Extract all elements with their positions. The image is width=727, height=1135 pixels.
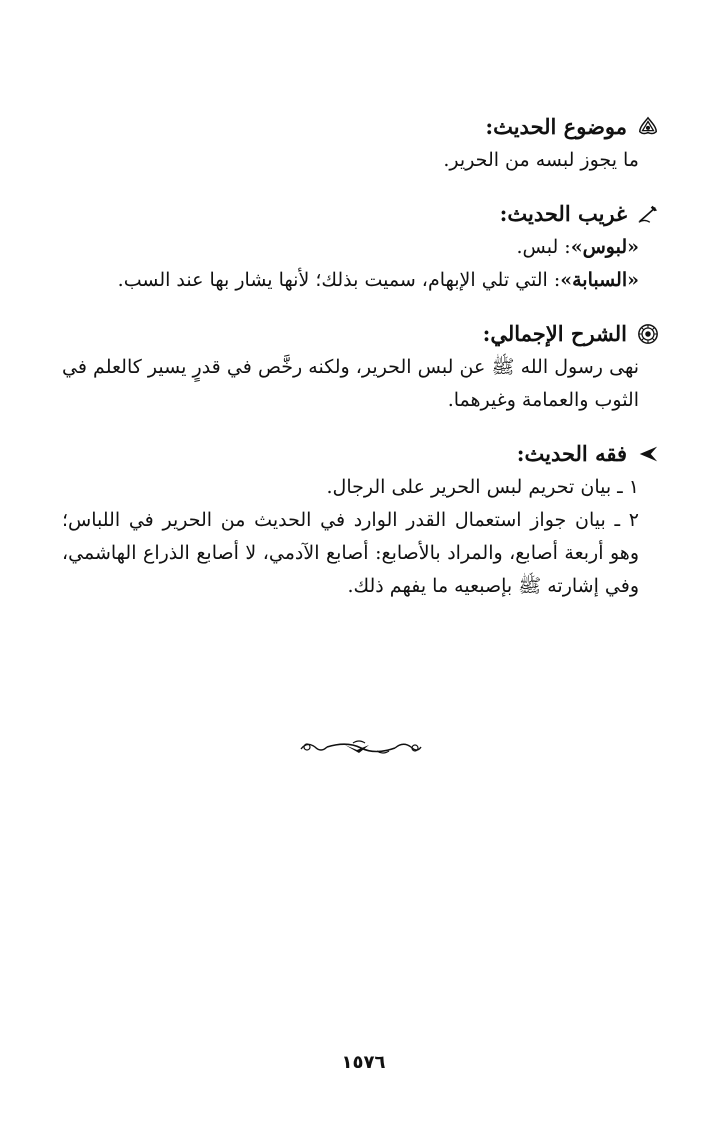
vocabulary-term-2: «السبابة» bbox=[560, 269, 639, 291]
pen-writing-icon bbox=[637, 203, 659, 225]
vocabulary-entry-1 bbox=[62, 231, 659, 264]
topic-heading bbox=[62, 110, 659, 144]
vocabulary-term-1: «لبوس» bbox=[570, 236, 639, 258]
summary-text: نهى رسول الله ﷺ عن لبس الحرير، ولكنه رخَّص في قدرٍ يسير كالعلم في الثوب والعمامة وغيرهما. bbox=[62, 356, 639, 411]
fiqh-point-1: ١ ـ بيان تحريم لبس الحرير على الرجال. bbox=[326, 476, 639, 498]
vocabulary-definition-1: : لبس. bbox=[516, 236, 571, 258]
arrow-pointer-icon bbox=[637, 443, 659, 465]
page-body bbox=[62, 110, 659, 603]
fiqh-heading bbox=[62, 437, 659, 471]
floral-divider-ornament-icon bbox=[297, 737, 425, 759]
fiqh-point-2: ٢ ـ بيان جواز استعمال القدر الوارد في الحديث من الحرير في اللباس؛ وهو أربعة أصابع، والمراد بالأصابع: أصابع الآدمي، لا أصابع الذراع الهاشمي، وفي إشارته ﷺ بإصبعيه ما يفهم ذلك. bbox=[62, 509, 639, 597]
rosette-ornament-icon bbox=[637, 323, 659, 345]
topic-title: موضوع الحديث: bbox=[485, 114, 627, 139]
knot-ornament-icon bbox=[637, 116, 659, 138]
vocabulary-entry-2 bbox=[62, 264, 659, 297]
summary-title: الشرح الإجمالي: bbox=[482, 321, 627, 346]
page-number: ١٥٧٦ bbox=[341, 1052, 386, 1073]
vocabulary-definition-2: : التي تلي الإبهام، سميت بذلك؛ لأنها يشار بها عند السب. bbox=[117, 269, 561, 291]
summary-heading bbox=[62, 317, 659, 351]
topic-text: ما يجوز لبسه من الحرير. bbox=[443, 149, 639, 171]
vocabulary-heading bbox=[62, 197, 659, 231]
fiqh-title: فقه الحديث: bbox=[516, 441, 627, 466]
vocabulary-title: غريب الحديث: bbox=[499, 201, 627, 226]
